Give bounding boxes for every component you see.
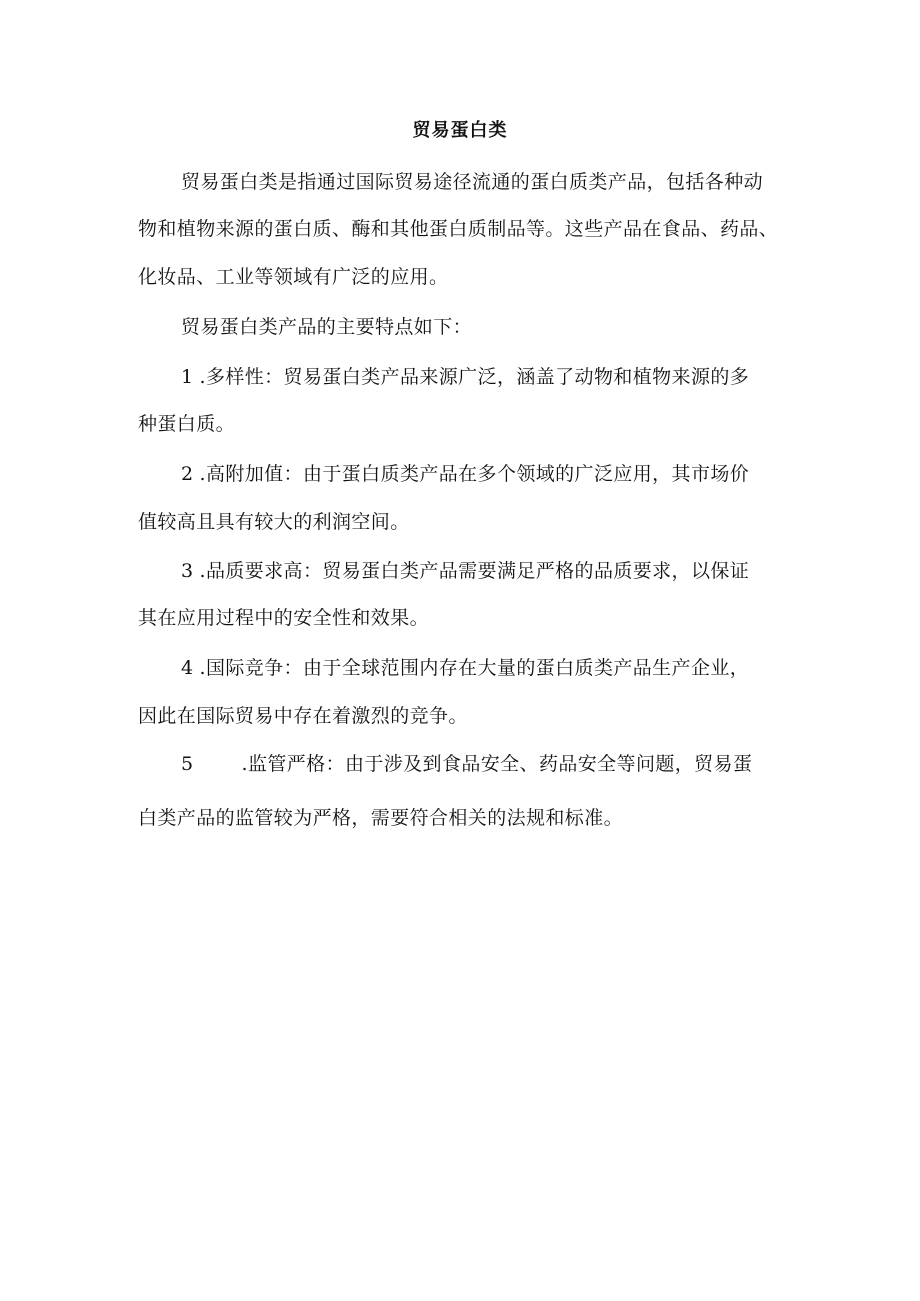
list-item-2-line-2: 值较高且具有较大的利润空间。 bbox=[138, 511, 410, 533]
list-item-1-number: 1 bbox=[181, 366, 194, 388]
document-title: 贸易蛋白类 bbox=[412, 120, 508, 141]
list-item-4-number: 4 bbox=[181, 657, 194, 679]
list-item-1-line-2: 种蛋白质。 bbox=[138, 413, 236, 435]
list-item-5-number: 5 bbox=[181, 753, 194, 775]
list-item-1-text: .多样性：贸易蛋白类产品来源广泛，涵盖了动物和植物来源的多 bbox=[199, 366, 750, 388]
intro-line-3: 化妆品、工业等领域有广泛的应用。 bbox=[138, 266, 449, 288]
list-item-4-line-2: 因此在国际贸易中存在着激烈的竞争。 bbox=[138, 705, 468, 727]
list-item-4-line-1 bbox=[181, 655, 749, 681]
list-item-2-number: 2 bbox=[181, 463, 194, 485]
list-item-2-text: .高附加值：由于蛋白质类产品在多个领域的广泛应用，其市场价 bbox=[199, 463, 750, 485]
intro-line-1: 贸易蛋白类是指通过国际贸易途径流通的蛋白质类产品，包括各种动 bbox=[181, 171, 764, 193]
features-heading: 贸易蛋白类产品的主要特点如下： bbox=[181, 316, 473, 338]
intro-line-2: 物和植物来源的蛋白质、酶和其他蛋白质制品等。这些产品在食品、药品、 bbox=[138, 218, 779, 240]
list-item-5-line-2: 白类产品的监管较为严格，需要符合相关的法规和标准。 bbox=[138, 807, 624, 829]
list-item-5-line-1 bbox=[181, 751, 752, 777]
list-item-3-line-2: 其在应用过程中的安全性和效果。 bbox=[138, 607, 430, 629]
list-item-3-line-1 bbox=[181, 558, 749, 584]
list-item-3-number: 3 bbox=[181, 560, 194, 582]
list-item-1-line-1 bbox=[181, 364, 749, 390]
list-item-3-text: .品质要求高：贸易蛋白类产品需要满足严格的品质要求，以保证 bbox=[199, 560, 750, 582]
list-item-5-text: .监管严格：由于涉及到食品安全、药品安全等问题，贸易蛋 bbox=[241, 753, 753, 775]
list-item-2-line-1 bbox=[181, 461, 749, 487]
list-item-4-text: .国际竞争：由于全球范围内存在大量的蛋白质类产品生产企业， bbox=[199, 657, 750, 679]
